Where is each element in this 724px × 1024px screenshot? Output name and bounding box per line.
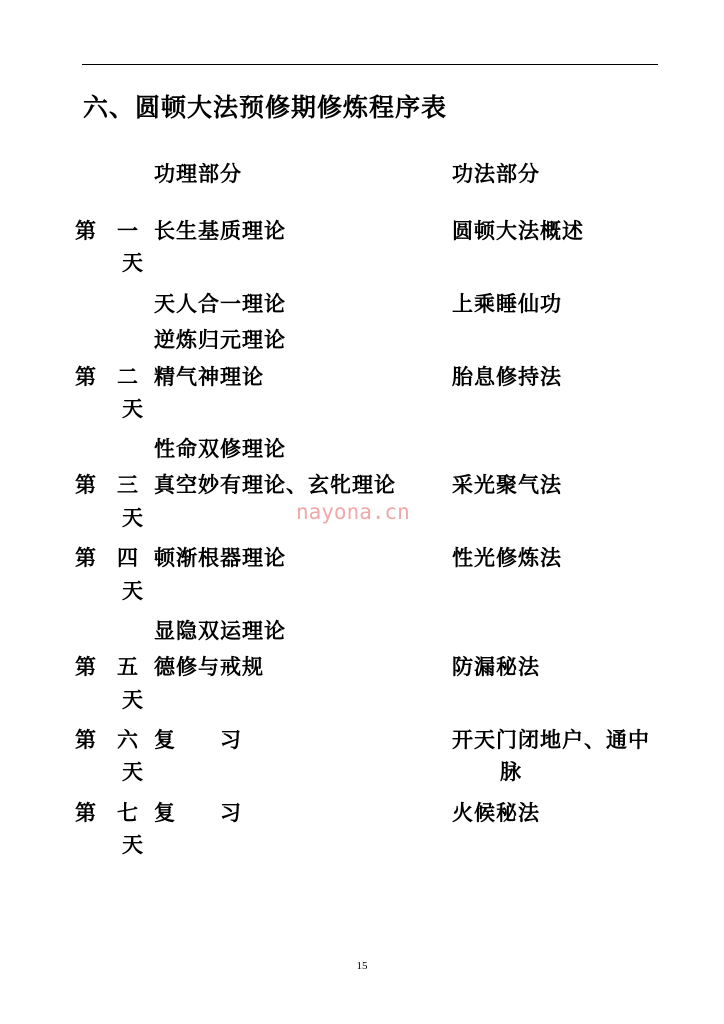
day-4-theory-2: 显隐双运理论 [154, 618, 286, 643]
day-3-number: 三 [117, 472, 139, 497]
day-2-prefix: 第 [75, 364, 97, 389]
day-7-prefix: 第 [75, 800, 97, 825]
day-4-suffix: 天 [122, 578, 144, 603]
day-3-theory-1: 真空妙有理论、玄牝理论 [154, 472, 396, 497]
day-4-method-1: 性光修炼法 [452, 545, 562, 570]
day-6-suffix: 天 [122, 759, 144, 784]
day-6-method-1-continued: 脉 [500, 759, 522, 784]
day-2-suffix: 天 [122, 396, 144, 421]
day-4-theory-1: 顿渐根器理论 [154, 545, 286, 570]
day-1-suffix: 天 [122, 250, 144, 275]
day-6-prefix: 第 [75, 727, 97, 752]
day-5-prefix: 第 [75, 654, 97, 679]
day-4-prefix: 第 [75, 545, 97, 570]
day-1-theory-2: 天人合一理论 [154, 291, 286, 316]
day-4-number: 四 [117, 545, 139, 570]
day-1-theory-1: 长生基质理论 [154, 218, 286, 243]
day-3-prefix: 第 [75, 472, 97, 497]
page-number: 15 [356, 960, 368, 972]
day-3-suffix: 天 [122, 505, 144, 530]
day-7-theory-1: 复 习 [154, 800, 242, 825]
day-7-number: 七 [117, 800, 139, 825]
day-1-method-1: 圆顿大法概述 [452, 218, 584, 243]
header-rule [82, 64, 658, 65]
day-6-number: 六 [117, 727, 139, 752]
theory-column-header: 功理部分 [154, 161, 242, 186]
watermark: nayona.cn [296, 500, 410, 524]
day-1-theory-3: 逆炼归元理论 [154, 327, 286, 352]
day-6-theory-1: 复 习 [154, 727, 242, 752]
day-6-method-1: 开天门闭地户、通中 [452, 727, 650, 752]
day-5-method-1: 防漏秘法 [452, 654, 540, 679]
day-2-theory-1: 精气神理论 [154, 364, 264, 389]
day-2-theory-2: 性命双修理论 [154, 436, 286, 461]
day-7-suffix: 天 [122, 832, 144, 857]
page-title: 六、圆顿大法预修期修炼程序表 [83, 93, 448, 122]
day-5-suffix: 天 [122, 687, 144, 712]
day-5-theory-1: 德修与戒规 [154, 654, 264, 679]
day-2-number: 二 [117, 364, 139, 389]
day-1-prefix: 第 [75, 218, 97, 243]
day-5-number: 五 [117, 654, 139, 679]
method-column-header: 功法部分 [452, 161, 540, 186]
day-1-method-2: 上乘睡仙功 [452, 291, 562, 316]
day-2-method-1: 胎息修持法 [452, 364, 562, 389]
day-3-method-1: 采光聚气法 [452, 472, 562, 497]
day-7-method-1: 火候秘法 [452, 800, 540, 825]
day-1-number: 一 [117, 218, 139, 243]
